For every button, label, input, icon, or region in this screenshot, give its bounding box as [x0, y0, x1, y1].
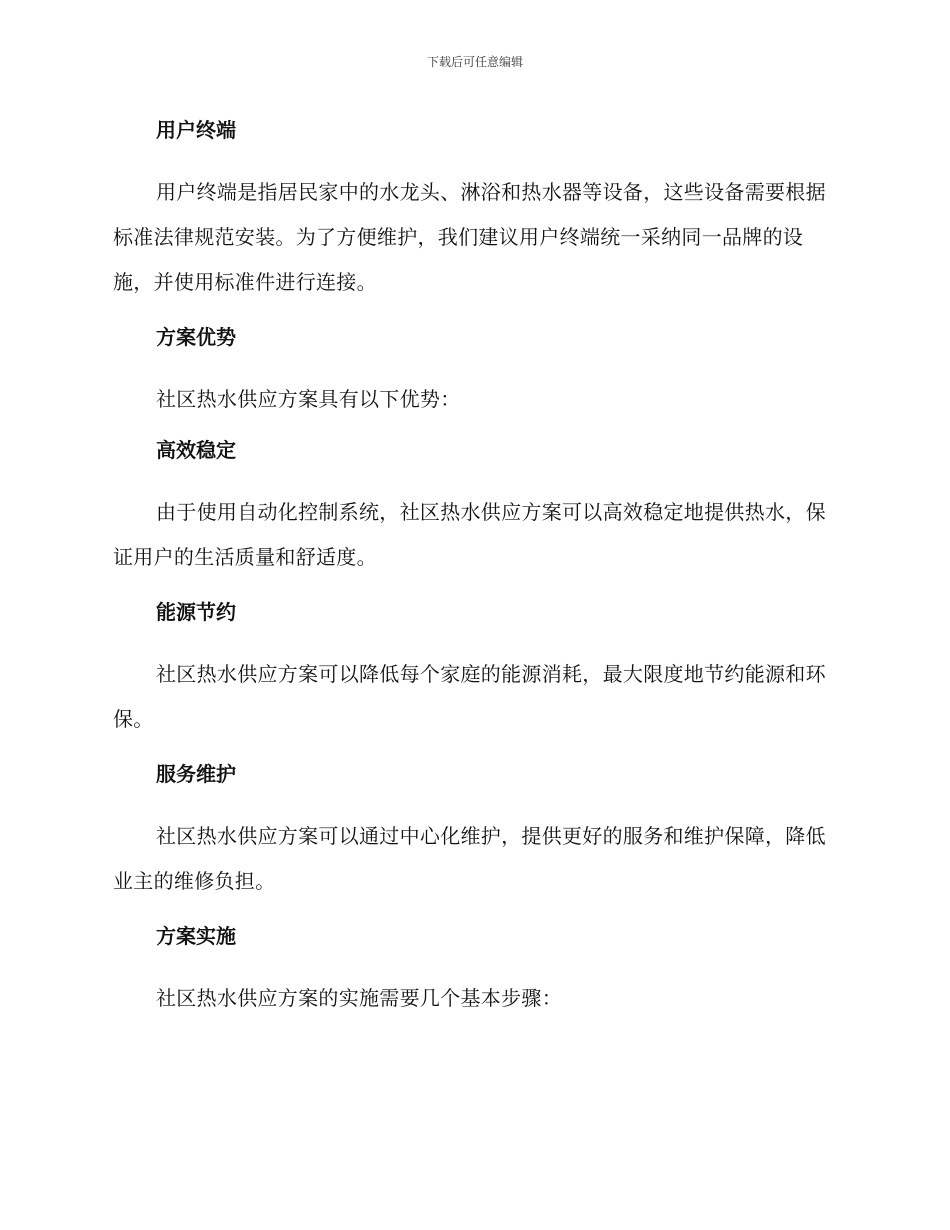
- section-heading-advantages: 方案优势: [156, 325, 236, 349]
- section-heading-user-terminal: 用户终端: [156, 118, 236, 142]
- paragraph-advantages-intro: 社区热水供应方案具有以下优势：: [156, 387, 461, 411]
- section-heading-energy-saving: 能源节约: [156, 600, 236, 624]
- paragraph-efficient-stable: 由于使用自动化控制系统，社区热水供应方案可以高效稳定地提供热水，保证用户的生活质量和舒适度。: [113, 500, 826, 569]
- section-heading-implementation: 方案实施: [156, 924, 236, 948]
- section-heading-service-maintenance: 服务维护: [156, 762, 236, 786]
- paragraph-user-terminal: 用户终端是指居民家中的水龙头、淋浴和热水器等设备，这些设备需要根据标准法律规范安装。为了方便维护，我们建议用户终端统一采纳同一品牌的设施，并使用标准件进行连接。: [113, 180, 826, 294]
- paragraph-implementation: 社区热水供应方案的实施需要几个基本步骤：: [156, 986, 562, 1010]
- page-header: 下载后可任意编辑: [426, 55, 523, 69]
- paragraph-energy-saving: 社区热水供应方案可以降低每个家庭的能源消耗，最大限度地节约能源和环保。: [113, 662, 826, 731]
- document-body: [113, 112, 835, 1031]
- paragraph-service-maintenance: 社区热水供应方案可以通过中心化维护，提供更好的服务和维护保障，降低业主的维修负担。: [113, 824, 826, 893]
- section-heading-efficient-stable: 高效稳定: [156, 438, 236, 462]
